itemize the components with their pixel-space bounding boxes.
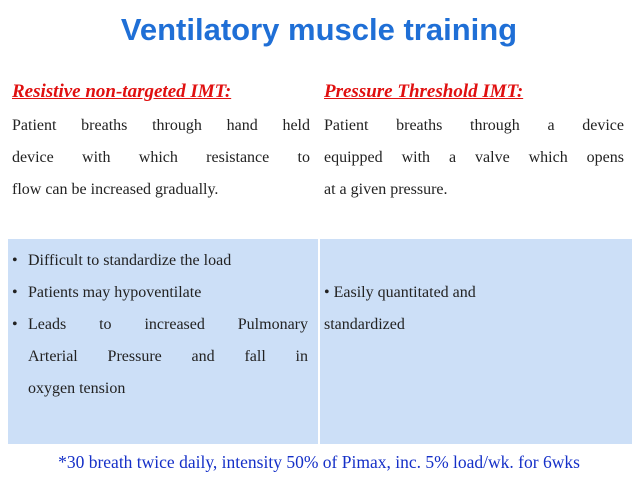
bullet-item xyxy=(8,245,308,277)
bullet-continuation: Arterial Pressure and fall in xyxy=(28,348,308,365)
right-bullets-cell xyxy=(320,239,632,444)
left-bullets-cell xyxy=(8,239,320,444)
comparison-table xyxy=(8,237,632,444)
right-description-line: Patient breaths through a device xyxy=(324,117,624,134)
bullet-icon: • xyxy=(12,284,18,301)
bullet-item xyxy=(8,309,308,341)
right-description xyxy=(324,110,624,206)
left-column-heading: Resistive non-targeted IMT: xyxy=(12,81,232,102)
footer-note: *30 breath twice daily, intensity 50% of Pimax, inc. 5% load/wk. for 6wks xyxy=(58,452,580,472)
right-description-line: at a given pressure. xyxy=(324,181,448,198)
bullet-icon: • xyxy=(12,316,18,333)
bullet-text: Difficult to standardize the load xyxy=(28,252,232,269)
left-description-line: flow can be increased gradually. xyxy=(12,181,219,198)
left-description-line: device with which resistance to xyxy=(12,149,310,166)
bullet-continuation: oxygen tension xyxy=(28,380,126,397)
left-description-line: Patient breaths through hand held xyxy=(12,117,310,134)
right-bullet-line: standardized xyxy=(324,316,405,333)
right-description-line: equipped with a valve which opens xyxy=(324,149,624,166)
bullet-text: Patients may hypoventilate xyxy=(28,284,202,301)
bullet-text: Leads to increased Pulmonary xyxy=(28,316,308,333)
right-bullet-line: • Easily quantitated and xyxy=(324,284,476,301)
bullet-item xyxy=(8,277,308,309)
left-bullet-list xyxy=(8,239,318,405)
left-description xyxy=(12,110,310,206)
bullet-icon: • xyxy=(12,252,18,269)
slide-title: Ventilatory muscle training xyxy=(120,12,518,47)
right-bullet-list xyxy=(320,239,632,341)
right-column-heading: Pressure Threshold IMT: xyxy=(324,81,524,102)
